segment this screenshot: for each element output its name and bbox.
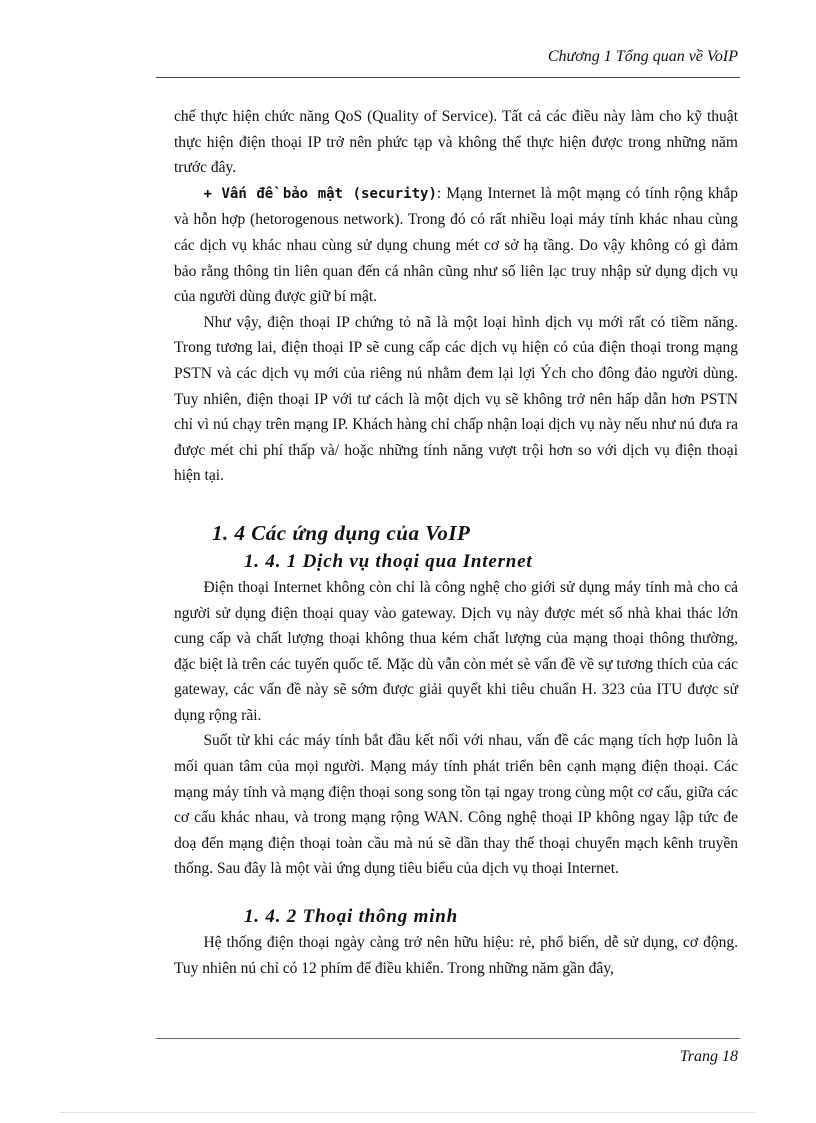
paragraph-summary: Như vậy, điện thoại IP chứng tỏ nã là một loại hình dịch vụ mới rất có tiềm năng. Trong tương lai, điện thoại IP sẽ cung cấp các dịch vụ hiện có của điện thoại trong mạng PSTN và các dịch vụ mới của riêng nú nhằm đem lại lợi Ých cho đông đảo người dùng. Tuy nhiên, điện thoại IP với tư cách là một dịch vụ sẽ không trở nên hấp dẫn hơn PSTN chỉ vì nú chạy trên mạng IP. Khách hàng chỉ chấp nhận loại dịch vụ này nếu như nú đưa ra được mét chi phí thấp và/ hoặc những tính năng vượt trội hơn so với dịch vụ điện thoại hiện tại. — [174, 313, 738, 485]
security-heading: + Vấn đề bảo mật (security) — [203, 185, 437, 202]
security-text: : Mạng Internet là một mạng có tính rộng khắp và hỗn hợp (hetorogenous network). Trong đó có rất nhiều loại máy tính khác nhau cùng các dịch vụ khác nhau cùng sử dụng chung mét cơ sở hạ tầng. Do vậy không có gì đảm bảo rằng thông tin liên quan đến cá nhân cũng như số liên lạc truy nhập sử dụng dịch vụ của người dùng được giữ bí mật. — [174, 184, 739, 306]
header-divider — [156, 77, 740, 78]
page-header: Chương 1 Tổng quan về VoIP — [547, 48, 738, 65]
paragraph-security — [174, 181, 738, 310]
section-heading-1-4-1: 1. 4. 1 Dịch vụ thoại qua Internet — [244, 550, 533, 572]
body-text — [174, 104, 738, 981]
paragraph-network-integration: Suốt từ khi các máy tính bắt đầu kết nối với nhau, vấn đề các mạng tích hợp luôn là mối quan tâm của mọi người. Mạng máy tính phát triển bên cạnh mạng điện thoại. Các mạng máy tính và mạng điện thoại song song tồn tại ngay trong cùng một cơ cấu, giữa các cơ cấu khác nhau, và trong mạng rộng WAN. Công nghệ thoại IP không ngay lập tức đe doạ đến mạng điện thoại toàn cầu mà nú sẽ dần thay thế thoại chuyển mạch kênh truyền thống. Sau đây là một vài ứng dụng tiêu biểu của dịch vụ thoại Internet. — [174, 732, 738, 878]
section-heading-1-4: 1. 4 Các ứng dụng của VoIP — [212, 520, 471, 545]
section-heading-1-4-2: 1. 4. 2 Thoại thông minh — [244, 906, 459, 928]
paragraph-internet-phone: Điện thoại Internet không còn chỉ là công nghệ cho giới sử dụng máy tính mà cho cả người sử dụng điện thoại quay vào gateway. Dịch vụ này được mét số nhà khai thác lớn cung cấp và chất lượng thoại không thua kém chất lượng của mạng thoại thông thường, đặc biệt là trên các tuyến quốc tế. Mặc dù vẫn còn mét sè vấn đề về sự tương thích của các gateway, các vấn đề này sẽ sớm được giải quyết khi tiêu chuẩn H. 323 của ITU được sử dụng rộng rãi. — [174, 578, 738, 724]
page-number: Trang 18 — [679, 1048, 738, 1065]
paragraph-smart-phone: Hệ thống điện thoại ngày càng trở nên hữu hiệu: rẻ, phổ biến, dễ sử dụng, cơ động. Tuy nhiên nú chỉ có 12 phím để điều khiển. Trong những năm gần đây, — [174, 934, 738, 977]
page-bottom-edge — [60, 1112, 756, 1113]
footer-divider — [156, 1038, 740, 1039]
paragraph-qos: chế thực hiện chức năng QoS (Quality of Service). Tất cả các điều này làm cho kỹ thuật thực hiện điện thoại IP trở nên phức tạp và không thể thực hiện được trong những năm trước đây. — [174, 108, 738, 177]
